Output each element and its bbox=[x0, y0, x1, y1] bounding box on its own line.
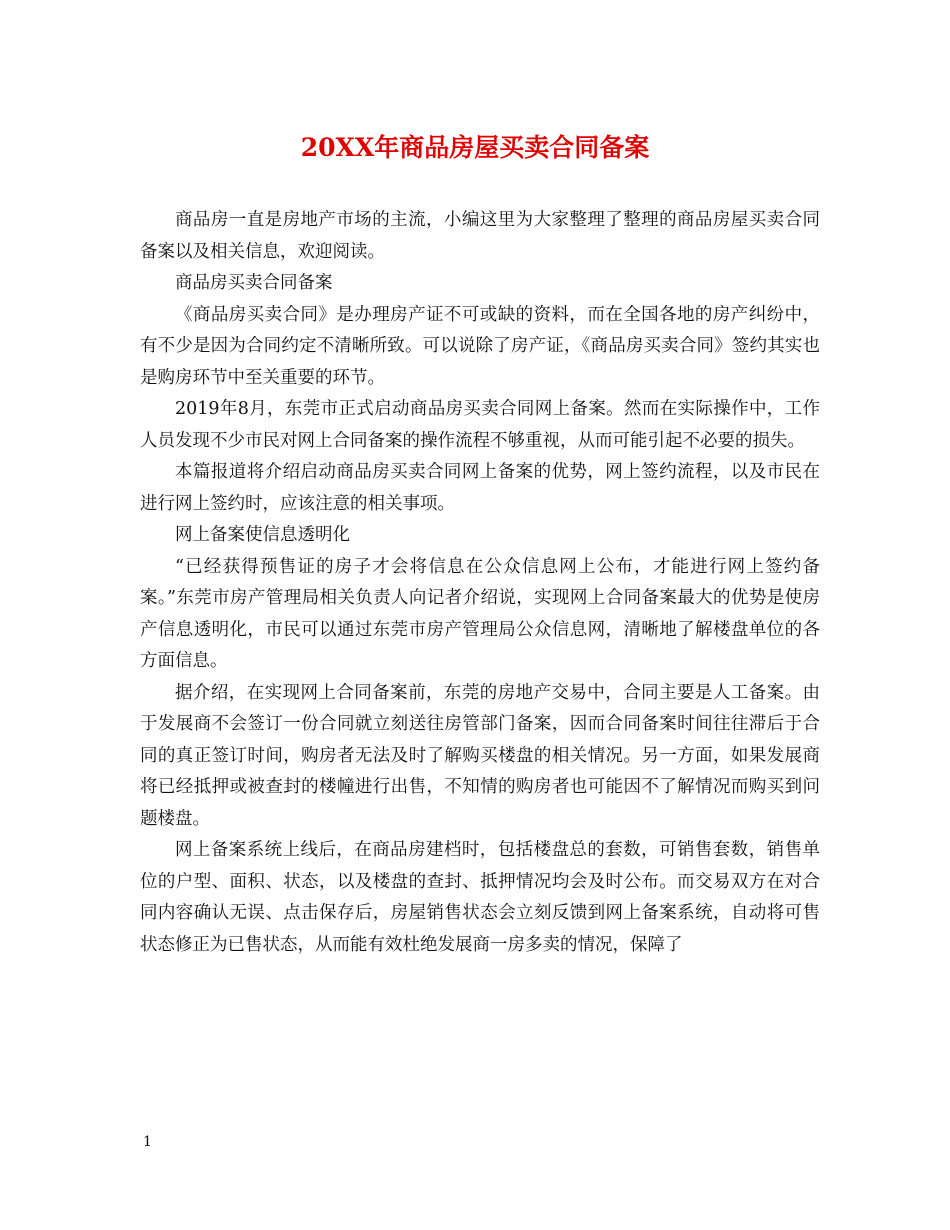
document-title: 20XX年商品房屋买卖合同备案 bbox=[300, 133, 650, 162]
paragraph-manual-filing: 据介绍，在实现网上合同备案前，东莞的房地产交易中，合同主要是人工备案。由于发展商不会签订一份合同就立刻送往房管部门备案，因而合同备案时间往往滞后于合同的真正签订时间，购房者无法及时了解购买楼盘的相关情况。另一方面，如果发展商将已经抵押或被查封的楼幢进行出售，不知情的购房者也可能因不了解情况而购买到问题楼盘。 bbox=[140, 682, 820, 829]
paragraph-official-quote: “已经获得预售证的房子才会将信息在公众信息网上公布，才能进行网上签约备案。”东莞市房产管理局相关负责人向记者介绍说，实现网上合同备案最大的优势是使房产信息透明化，市民可以通过东莞市房产管理局公众信息网，清晰地了解楼盘单位的各方面信息。 bbox=[140, 556, 820, 671]
section-heading-contract-filing: 商品房买卖合同备案 bbox=[175, 273, 333, 293]
paragraph-intro: 商品房一直是房地产市场的主流，小编这里为大家整理了整理的商品房屋买卖合同备案以及相关信息，欢迎阅读。 bbox=[140, 210, 820, 262]
paragraph-contract-importance: 《商品房买卖合同》是办理房产证不可或缺的资料，而在全国各地的房产纠纷中，有不少是因为合同约定不清晰所致。可以说除了房产证，《商品房买卖合同》签约其实也是购房环节中至关重要的环节。 bbox=[140, 304, 820, 388]
page-number: 1 bbox=[143, 1134, 152, 1150]
paragraph-dongguan-launch: 2019年8月，东莞市正式启动商品房买卖合同网上备案。然而在实际操作中，工作人员发现不少市民对网上合同备案的操作流程不够重视，从而可能引起不必要的损失。 bbox=[140, 399, 820, 451]
document-body bbox=[140, 205, 820, 961]
section-heading-transparency: 网上备案使信息透明化 bbox=[175, 525, 350, 545]
paragraph-report-overview: 本篇报道将介绍启动商品房买卖合同网上备案的优势，网上签约流程，以及市民在进行网上签约时，应该注意的相关事项。 bbox=[140, 462, 820, 514]
paragraph-online-system: 网上备案系统上线后，在商品房建档时，包括楼盘总的套数，可销售套数，销售单位的户型、面积、状态，以及楼盘的查封、抵押情况均会及时公布。而交易双方在对合同内容确认无误、点击保存后，房屋销售状态会立刻反馈到网上备案系统，自动将可售状态修正为已售状态，从而能有效杜绝发展商一房多卖的情况，保障了 bbox=[140, 840, 820, 955]
